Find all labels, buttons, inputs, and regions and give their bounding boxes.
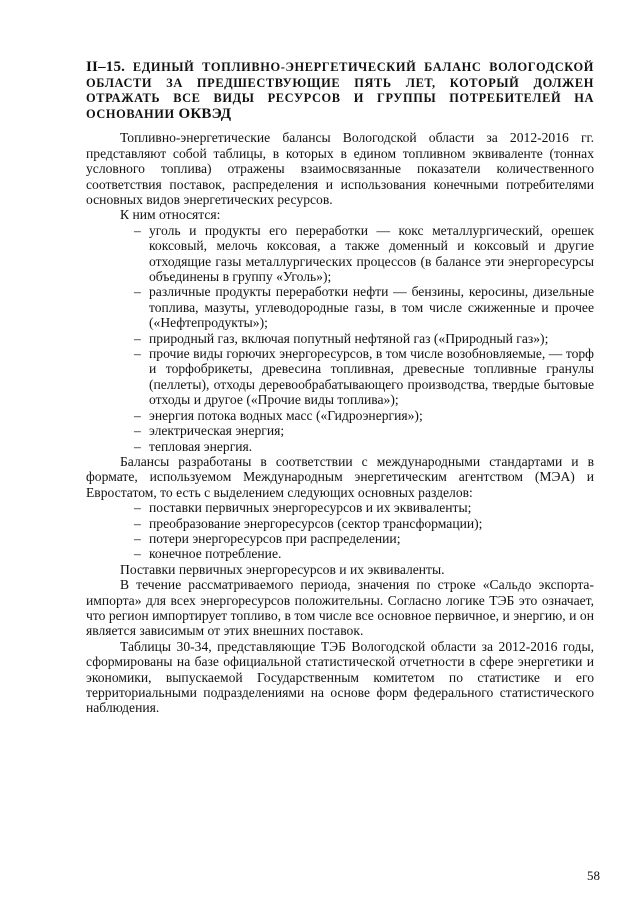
page-number: 58 xyxy=(587,868,600,883)
list-item: – электрическая энергия; xyxy=(149,423,594,438)
resources-list xyxy=(86,223,594,454)
section-title: ЕДИНЫЙ ТОПЛИВНО-ЭНЕРГЕТИЧЕСКИЙ БАЛАНС ВОЛОГОДСКОЙ ОБЛАСТИ ЗА ПРЕДШЕСТВУЮЩИЕ ПЯТЬ ЛЕТ, КОТОРЫЙ ДОЛЖЕН ОТРАЖАТЬ ВСЕ ВИДЫ РЕСУРСОВ И ГРУППЫ ПОТРЕБИТЕЛЕЙ НА ОСНОВАНИИ xyxy=(86,60,594,121)
sections-list xyxy=(86,500,594,562)
list-item: – тепловая энергия. xyxy=(149,439,594,454)
list-item: – конечное потребление. xyxy=(149,546,594,561)
list-item: – уголь и продукты его переработки — кокс металлургический, орешек коксовый, мелочь коксовая, а также доменный и коксовый и другие отходящие газы металлургических процессов (в балансе эти энергоресурсы объединены в группу «Уголь»); xyxy=(149,223,594,285)
format-paragraph: Балансы разработаны в соответствии с международными стандартами и в формате, используемом Международным энергетическим агентством (МЭА) и Евростатом, то есть с выделением следующих основных разделов: xyxy=(86,453,594,500)
supply-title-paragraph: Поставки первичных энергоресурсов и их эквиваленты. xyxy=(120,561,445,577)
list-item: – поставки первичных энергоресурсов и их эквиваленты; xyxy=(149,500,594,515)
list-item: – энергия потока водных масс («Гидроэнергия»); xyxy=(149,408,594,423)
list-item: – прочие виды горючих энергоресурсов, в том числе возобновляемые, — торф и торфобрикеты, древесина топливная, древесные топливные гранулы (пеллеты), отходы деревообрабатывающего производства, твердые бытовые отходы и другое («Прочие виды топлива»); xyxy=(149,346,594,408)
saldo-paragraph: В течение рассматриваемого периода, значения по строке «Сальдо экспорта-импорта» для всех энергоресурсов положительны. Согласно логике ТЭБ это означает, что регион импортирует топливо, в том числе все основное первичное, и энергию, и он является зависимым от этих внешних поставок. xyxy=(86,577,594,639)
list-item: – преобразование энергоресурсов (сектор трансформации); xyxy=(149,516,594,531)
list-item: – различные продукты переработки нефти — бензины, керосины, дизельные топлива, мазуты, углеводородные газы, в том числе сжиженные и прочее («Нефтепродукты»); xyxy=(149,284,594,330)
section-heading xyxy=(86,60,594,122)
list-item: – потери энергоресурсов при распределении; xyxy=(149,531,594,546)
list-lead-paragraph: К ним относятся: xyxy=(120,207,221,223)
section-acronym: ОКВЭД xyxy=(178,105,232,122)
section-number: II–15. xyxy=(86,59,126,75)
intro-paragraph: Топливно-энергетические балансы Вологодской области за 2012-2016 гг. представляют собой таблицы, в которых в едином топливном эквиваленте (тоннах условного топлива) отражены взаимосвязанные показатели количественного соответствия поставок, распределения и использования конечными потребителями основных видов энергетических ресурсов. xyxy=(86,130,594,207)
list-item: – природный газ, включая попутный нефтяной газ («Природный газ»); xyxy=(149,331,594,346)
tables-paragraph: Таблицы 30-34, представляющие ТЭБ Вологодской области за 2012-2016 годы, сформированы на базе официальной статистической отчетности в сфере энергетики и экономики, выпускаемой Государственным комитетом по статистике и его территориальными подразделениями на основе форм федерального статистического наблюдения. xyxy=(86,638,594,716)
document-page xyxy=(86,60,594,716)
